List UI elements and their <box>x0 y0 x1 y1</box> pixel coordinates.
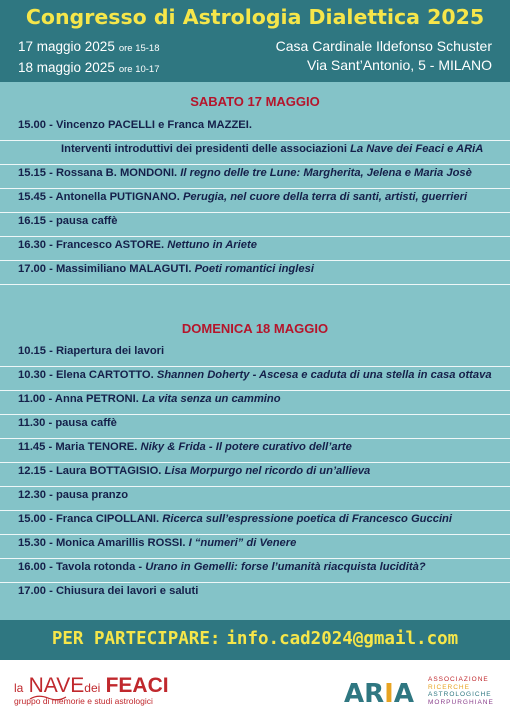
row-text: 10.15 - Riapertura dei lavori <box>18 345 165 357</box>
row-text: 11.00 - Anna PETRONI. <box>18 393 142 405</box>
row-text: 17.00 - Chiusura dei lavori e saluti <box>18 585 199 597</box>
day-heading-sunday: DOMENICA 18 MAGGIO <box>181 321 329 336</box>
nave-logo-tagline: gruppo di memorie e studi astrologici <box>14 696 153 706</box>
aria-logo-ar: AR <box>344 679 385 709</box>
nave-dei-feaci-logo <box>14 674 169 706</box>
program-row <box>0 414 510 439</box>
row-talk-title: Shannen Doherty - Ascesa e caduta di una stella in casa ottava <box>156 369 492 381</box>
program-row <box>0 510 510 535</box>
row-talk-title: Ricerca sull’espressione poetica di Francesco Guccini <box>162 513 452 525</box>
row-talk-title: Urano in Gemelli: forse l’umanità riacquista lucidità? <box>145 561 426 573</box>
program-row <box>0 342 510 367</box>
row-talk-title: Poeti romantici inglesi <box>194 263 314 275</box>
program-row <box>0 390 510 415</box>
cta-label: PER PARTECIPARE: <box>51 629 221 649</box>
row-talk-title: Nettuno in Ariete <box>167 239 257 251</box>
venue-name: Casa Cardinale Ildefonso Schuster <box>275 38 492 54</box>
event-venue <box>276 37 492 75</box>
program-row <box>0 366 510 391</box>
program-row <box>0 140 510 165</box>
row-text: 11.45 - Maria TENORE. <box>18 441 141 453</box>
row-talk-title: Il regno delle tre Lune: Margherita, Jelena e Maria Josè <box>180 167 472 179</box>
row-text: 10.30 - Elena CARTOTTO. <box>18 369 157 381</box>
venue-address: Via Sant’Antonio, 5 - MILANO <box>307 57 492 73</box>
program-row <box>0 486 510 511</box>
row-text: 15.00 - Vincenzo PACELLI e Franca MAZZEI. <box>18 119 252 131</box>
row-text: 15.45 - Antonella PUTIGNANO. <box>18 191 183 203</box>
assoc-line-4: MORPURGHIANE <box>428 698 494 706</box>
program-row <box>0 236 510 261</box>
date-line-2 <box>18 58 160 79</box>
program-row <box>0 212 510 237</box>
row-text: 15.30 - Monica Amarillis ROSSI. <box>18 537 189 549</box>
row-text: Interventi introduttivi dei presidenti delle associazioni <box>61 143 351 155</box>
program-row <box>0 558 510 583</box>
aria-logo <box>344 679 414 709</box>
date-2: 18 maggio 2025 <box>18 60 115 75</box>
row-text: 12.30 - pausa pranzo <box>18 489 129 501</box>
assoc-line-2: RICERCHE <box>428 683 470 691</box>
row-text: 15.15 - Rossana B. MONDONI. <box>18 167 181 179</box>
time-1: ore 15-18 <box>118 43 160 54</box>
date-1: 17 maggio 2025 <box>18 39 115 54</box>
program-row <box>0 116 510 141</box>
page-title: Congresso di Astrologia Dialettica 2025 <box>25 5 485 29</box>
assoc-line-3: ASTROLOGICHE <box>428 691 492 699</box>
row-talk-title: Perugia, nel cuore della terra di santi, artisti, guerrieri <box>182 191 468 203</box>
aria-association-name <box>428 676 494 706</box>
row-text: 16.30 - Francesco ASTORE. <box>18 239 168 251</box>
program-area <box>0 82 510 620</box>
row-talk-title: Niky & Frida - Il potere curativo dell’arte <box>140 441 352 453</box>
assoc-line-1: ASSOCIAZIONE <box>428 676 489 683</box>
day-heading-saturday: SABATO 17 MAGGIO <box>190 94 320 109</box>
program-row <box>0 534 510 559</box>
date-line-1 <box>18 37 160 58</box>
program-row <box>0 188 510 213</box>
aria-logo-a: A <box>393 679 414 709</box>
row-text: 17.00 - Massimiliano MALAGUTI. <box>18 263 195 275</box>
row-talk-title: Lisa Morpurgo nel ricordo di un’allieva <box>164 465 371 477</box>
program-row <box>0 582 510 606</box>
row-text: 11.30 - pausa caffè <box>18 417 117 429</box>
header-band <box>0 0 510 82</box>
logos-strip <box>0 660 510 720</box>
row-text: 15.00 - Franca CIPOLLANI. <box>18 513 163 525</box>
program-row <box>0 164 510 189</box>
contact-email-link[interactable]: info.cad2024@gmail.com <box>226 629 459 649</box>
nave-logo-wordmark <box>14 674 169 698</box>
row-talk-title: La vita senza un cammino <box>141 393 281 405</box>
nave-logo-nave: NAVE <box>28 674 85 697</box>
row-talk-title: I “numeri” di Venere <box>188 537 297 549</box>
event-dates <box>18 37 160 79</box>
nave-logo-la: la <box>14 681 24 695</box>
nave-logo-feaci: FEACI <box>105 674 169 697</box>
row-talk-title: La Nave dei Feaci e ARiA <box>350 143 484 155</box>
time-2: ore 10-17 <box>118 64 160 75</box>
row-text: 16.15 - pausa caffè <box>18 215 118 227</box>
program-row <box>0 438 510 463</box>
row-text: 12.15 - Laura BOTTAGISIO. <box>18 465 165 477</box>
row-text: 16.00 - Tavola rotonda - <box>18 561 146 573</box>
participation-band <box>0 620 510 660</box>
aria-logo-i: I <box>384 679 394 709</box>
nave-logo-dei: dei <box>84 681 101 695</box>
program-row <box>0 260 510 285</box>
participation-cta <box>0 629 510 649</box>
program-row <box>0 462 510 487</box>
